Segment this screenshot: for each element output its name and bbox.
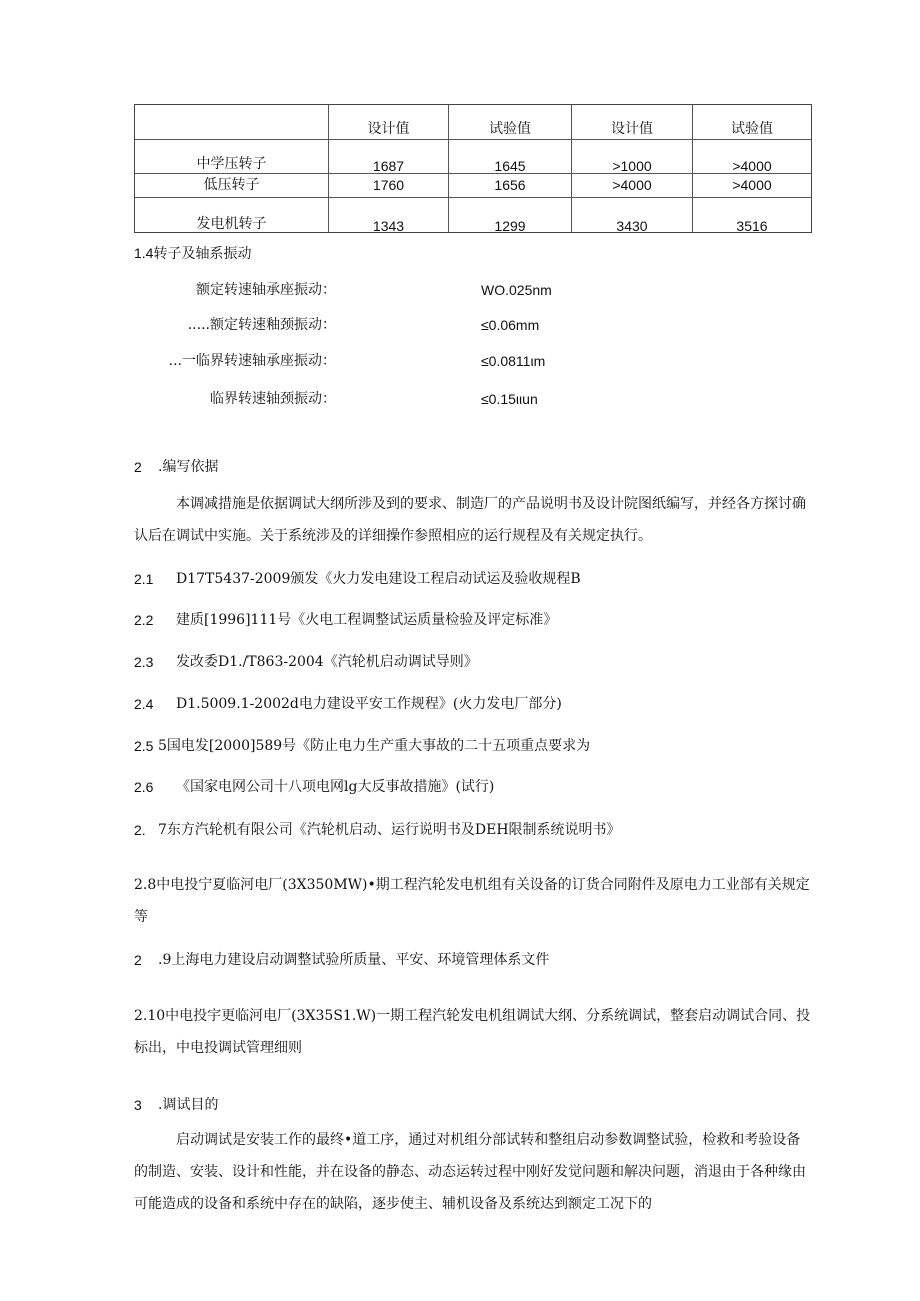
table-header-cell: 设计值 <box>611 121 653 137</box>
section-heading: 1.4转子及轴系振动 <box>134 245 252 261</box>
table-header-cell: 试验值 <box>489 121 531 137</box>
ref-text: 5国电发[2000]589号《防止电力生产重大事故的二十五项重点要求为 <box>158 738 591 754</box>
table-row-label: 低压转子 <box>203 177 260 193</box>
ref-text: 7东方汽轮机有限公司《汽轮机启动、运行说明书及DEH限制系统说明书》 <box>158 822 621 838</box>
table-cell: 3430 <box>616 218 648 234</box>
ref-text: 《国家电网公司十八项电网lg大反事故措施》(试行) <box>176 779 495 795</box>
table-cell: 1656 <box>494 177 526 193</box>
table-cell: 1645 <box>494 158 526 174</box>
vibration-label: 额定转速轴承座振动： <box>196 282 336 298</box>
table-cell: 3516 <box>736 218 768 234</box>
table-row-divider <box>135 139 811 140</box>
table-cell: 1687 <box>372 158 405 174</box>
vibration-value: ≤0.0811ιm <box>481 353 546 369</box>
section-intro: 本调减措施是依据调试大纲所涉及到的要求、制造厂的产品说明书及设计院图纸编写，并经各方探讨确认后在调试中实施。关于系统涉及的详细操作参照相应的运行规程及有关规定执行。 <box>134 496 806 544</box>
ref-number: 2.3 <box>134 654 154 670</box>
vibration-label: 临界转速轴颈振动： <box>210 391 336 407</box>
critical-speed-table <box>134 104 812 233</box>
section-body: 启动调试是安装工作的最终•道工序，通过对机组分部试转和整组启动参数调整试验，检救和考验设备的制造、安装、设计和性能，并在设备的静态、动态运转过程中刚好发觉问题和解决问题，消退由于各种缘由可能造成的设备和系统中存在的缺陷，逐步使主、辅机设备及系统达到额定工况下的 <box>134 1132 806 1212</box>
ref-text: D17T5437-2009颁发《火力发电建设工程启动试运及验收规程B <box>176 571 581 587</box>
table-cell: >4000 <box>732 158 772 174</box>
ref-number: 2.5 <box>134 738 154 754</box>
table-cell: 1760 <box>372 177 405 193</box>
table-cell: >4000 <box>612 177 652 193</box>
ref-text: .9上海电力建设启动调整试验所质量、平安、环境管理体系文件 <box>158 952 550 968</box>
table-cell: >4000 <box>732 177 772 193</box>
section-title: .调试目的 <box>158 1097 219 1113</box>
vibration-value: WO.025nm <box>481 282 552 298</box>
table-row-label: 发电机转子 <box>196 216 267 232</box>
ref-number: 2.1 <box>134 571 154 587</box>
vibration-label: .....额定转速釉颈振动： <box>187 317 336 333</box>
ref-number: 2 <box>134 952 142 968</box>
ref-text: 2.10中电投宇更临河电厂(3X35S1.W)一期工程汽轮发电机组调试大纲、分系统调试，整套启动调试合同、投标出，中电投调试管理细则 <box>134 1008 811 1056</box>
section-title: .编写依据 <box>158 459 219 475</box>
vibration-label: ...一临界转速轴承座振动： <box>168 353 336 369</box>
vibration-value: ≤0.15ιιun <box>481 391 538 407</box>
section-number: 2 <box>134 459 142 475</box>
ref-number: 2.2 <box>134 612 154 628</box>
table-row-label: 中学压转子 <box>196 156 267 172</box>
ref-text: 建质[1996]111号《火电工程调整试运质量检验及评定标准》 <box>176 612 558 628</box>
ref-number: 2. <box>134 822 146 838</box>
table-header-cell: 设计值 <box>367 121 410 137</box>
table-cell: >1000 <box>612 158 652 174</box>
section-number: 3 <box>134 1097 142 1113</box>
ref-text: D1.5009.1-2002d电力建设平安工作规程》(火力发电厂部分) <box>176 696 562 712</box>
ref-text: 2.8中电投宁夏临河电厂(3X350MW)•期工程汽轮发电机组有关设备的订货合同附件及原电力工业部有关规定等 <box>134 877 810 925</box>
ref-number: 2.6 <box>134 779 154 795</box>
ref-text: 发改委D1./T863-2004《汽轮机启动调试导则》 <box>176 654 478 670</box>
ref-number: 2.4 <box>134 696 154 712</box>
table-row-divider <box>135 197 811 198</box>
vibration-value: ≤0.06mm <box>481 317 540 333</box>
table-header-cell: 试验值 <box>731 121 773 137</box>
table-cell: 1343 <box>372 218 405 234</box>
table-cell: 1299 <box>494 218 526 234</box>
